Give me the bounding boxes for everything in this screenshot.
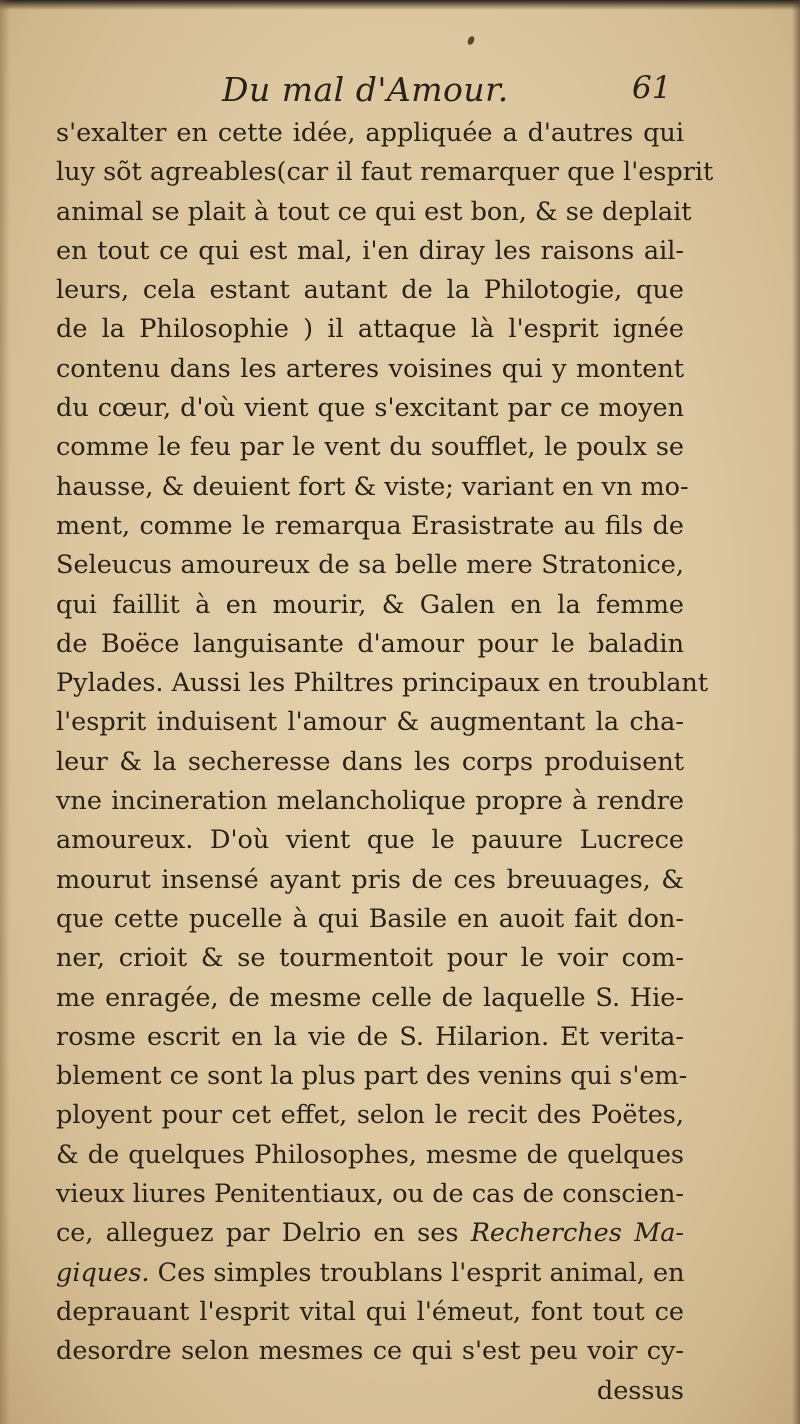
text-line: vne incineration melancholique propre à rendre [56, 786, 684, 817]
text-line: leur & la secheresse dans les corps produisent [56, 746, 684, 777]
text-segment: Ces simples troublans l'esprit animal, en [157, 1257, 685, 1288]
text-line: luy sõt agreables(car il faut remarquer que l'esprit [56, 157, 714, 188]
text-line: animal se plait à tout ce qui est bon, & se deplait [56, 196, 692, 227]
text-line: me enragée, de mesme celle de laquelle S. Hie- [56, 982, 684, 1013]
text-line: amoureux. D'où vient que le pauure Lucrece [56, 825, 684, 856]
page-top-edge-shadow [0, 0, 800, 10]
catchword: dessus [596, 1375, 684, 1406]
text-line: que cette pucelle à qui Basile en auoit fait don- [56, 903, 684, 934]
text-line: leurs, cela estant autant de la Philotogie, que [56, 275, 684, 306]
text-segment: ce, alleguez par Delrio en ses [56, 1218, 459, 1249]
text-line: ner, crioit & se tourmentoit pour le voir com- [56, 943, 684, 974]
text-line: vieux liures Penitentiaux, ou de cas de conscien- [56, 1179, 684, 1210]
page-right-edge-shadow [792, 0, 800, 1424]
italic-work-title: Recherches Ma- [470, 1218, 685, 1249]
text-line-with-italic [56, 1254, 684, 1293]
text-line: rosme escrit en la vie de S. Hilarion. Et verita- [56, 1021, 684, 1052]
text-line: Pylades. Aussi les Philtres principaux en troublant [56, 668, 709, 699]
body-text [56, 114, 714, 1411]
ink-stain [466, 35, 475, 46]
text-line: du cœur, d'où vient que s'excitant par ce moyen [56, 393, 684, 424]
text-line-with-italic [56, 1214, 684, 1253]
text-line: mourut insensé ayant pris de ces breuuages, & [56, 864, 684, 895]
page-left-edge-shadow [0, 0, 10, 1424]
page-number: 61 [632, 70, 672, 106]
text-line: desordre selon mesmes ce qui s'est peu voir cy- [56, 1336, 684, 1367]
text-line: hausse, & deuient fort & viste; variant en vn mo- [56, 471, 689, 502]
text-line: de Boëce languisante d'amour pour le baladin [56, 628, 684, 659]
text-line: blement ce sont la plus part des venins qui s'em- [56, 1061, 688, 1092]
text-line: en tout ce qui est mal, i'en diray les raisons ail- [56, 235, 684, 266]
italic-work-title-continued: giques. [56, 1257, 150, 1288]
running-title: Du mal d'Amour. [222, 70, 509, 109]
text-line: deprauant l'esprit vital qui l'émeut, font tout ce [56, 1296, 684, 1327]
text-line: de la Philosophie ) il attaque là l'esprit ignée [56, 314, 684, 345]
text-line: contenu dans les arteres voisines qui y montent [56, 353, 684, 384]
text-line: comme le feu par le vent du soufflet, le poulx se [56, 432, 684, 463]
text-line: Seleucus amoureux de sa belle mere Stratonice, [56, 550, 684, 581]
text-line: ment, comme le remarqua Erasistrate au fils de [56, 510, 684, 541]
text-line: ployent pour cet effet, selon le recit des Poëtes, [56, 1100, 684, 1131]
text-line: s'exalter en cette idée, appliquée a d'autres qui [56, 118, 684, 148]
text-line: & de quelques Philosophes, mesme de quelques [56, 1139, 684, 1170]
text-line: qui faillit à en mourir, & Galen en la femme [56, 589, 684, 620]
text-line: l'esprit induisent l'amour & augmentant la cha- [56, 707, 684, 738]
